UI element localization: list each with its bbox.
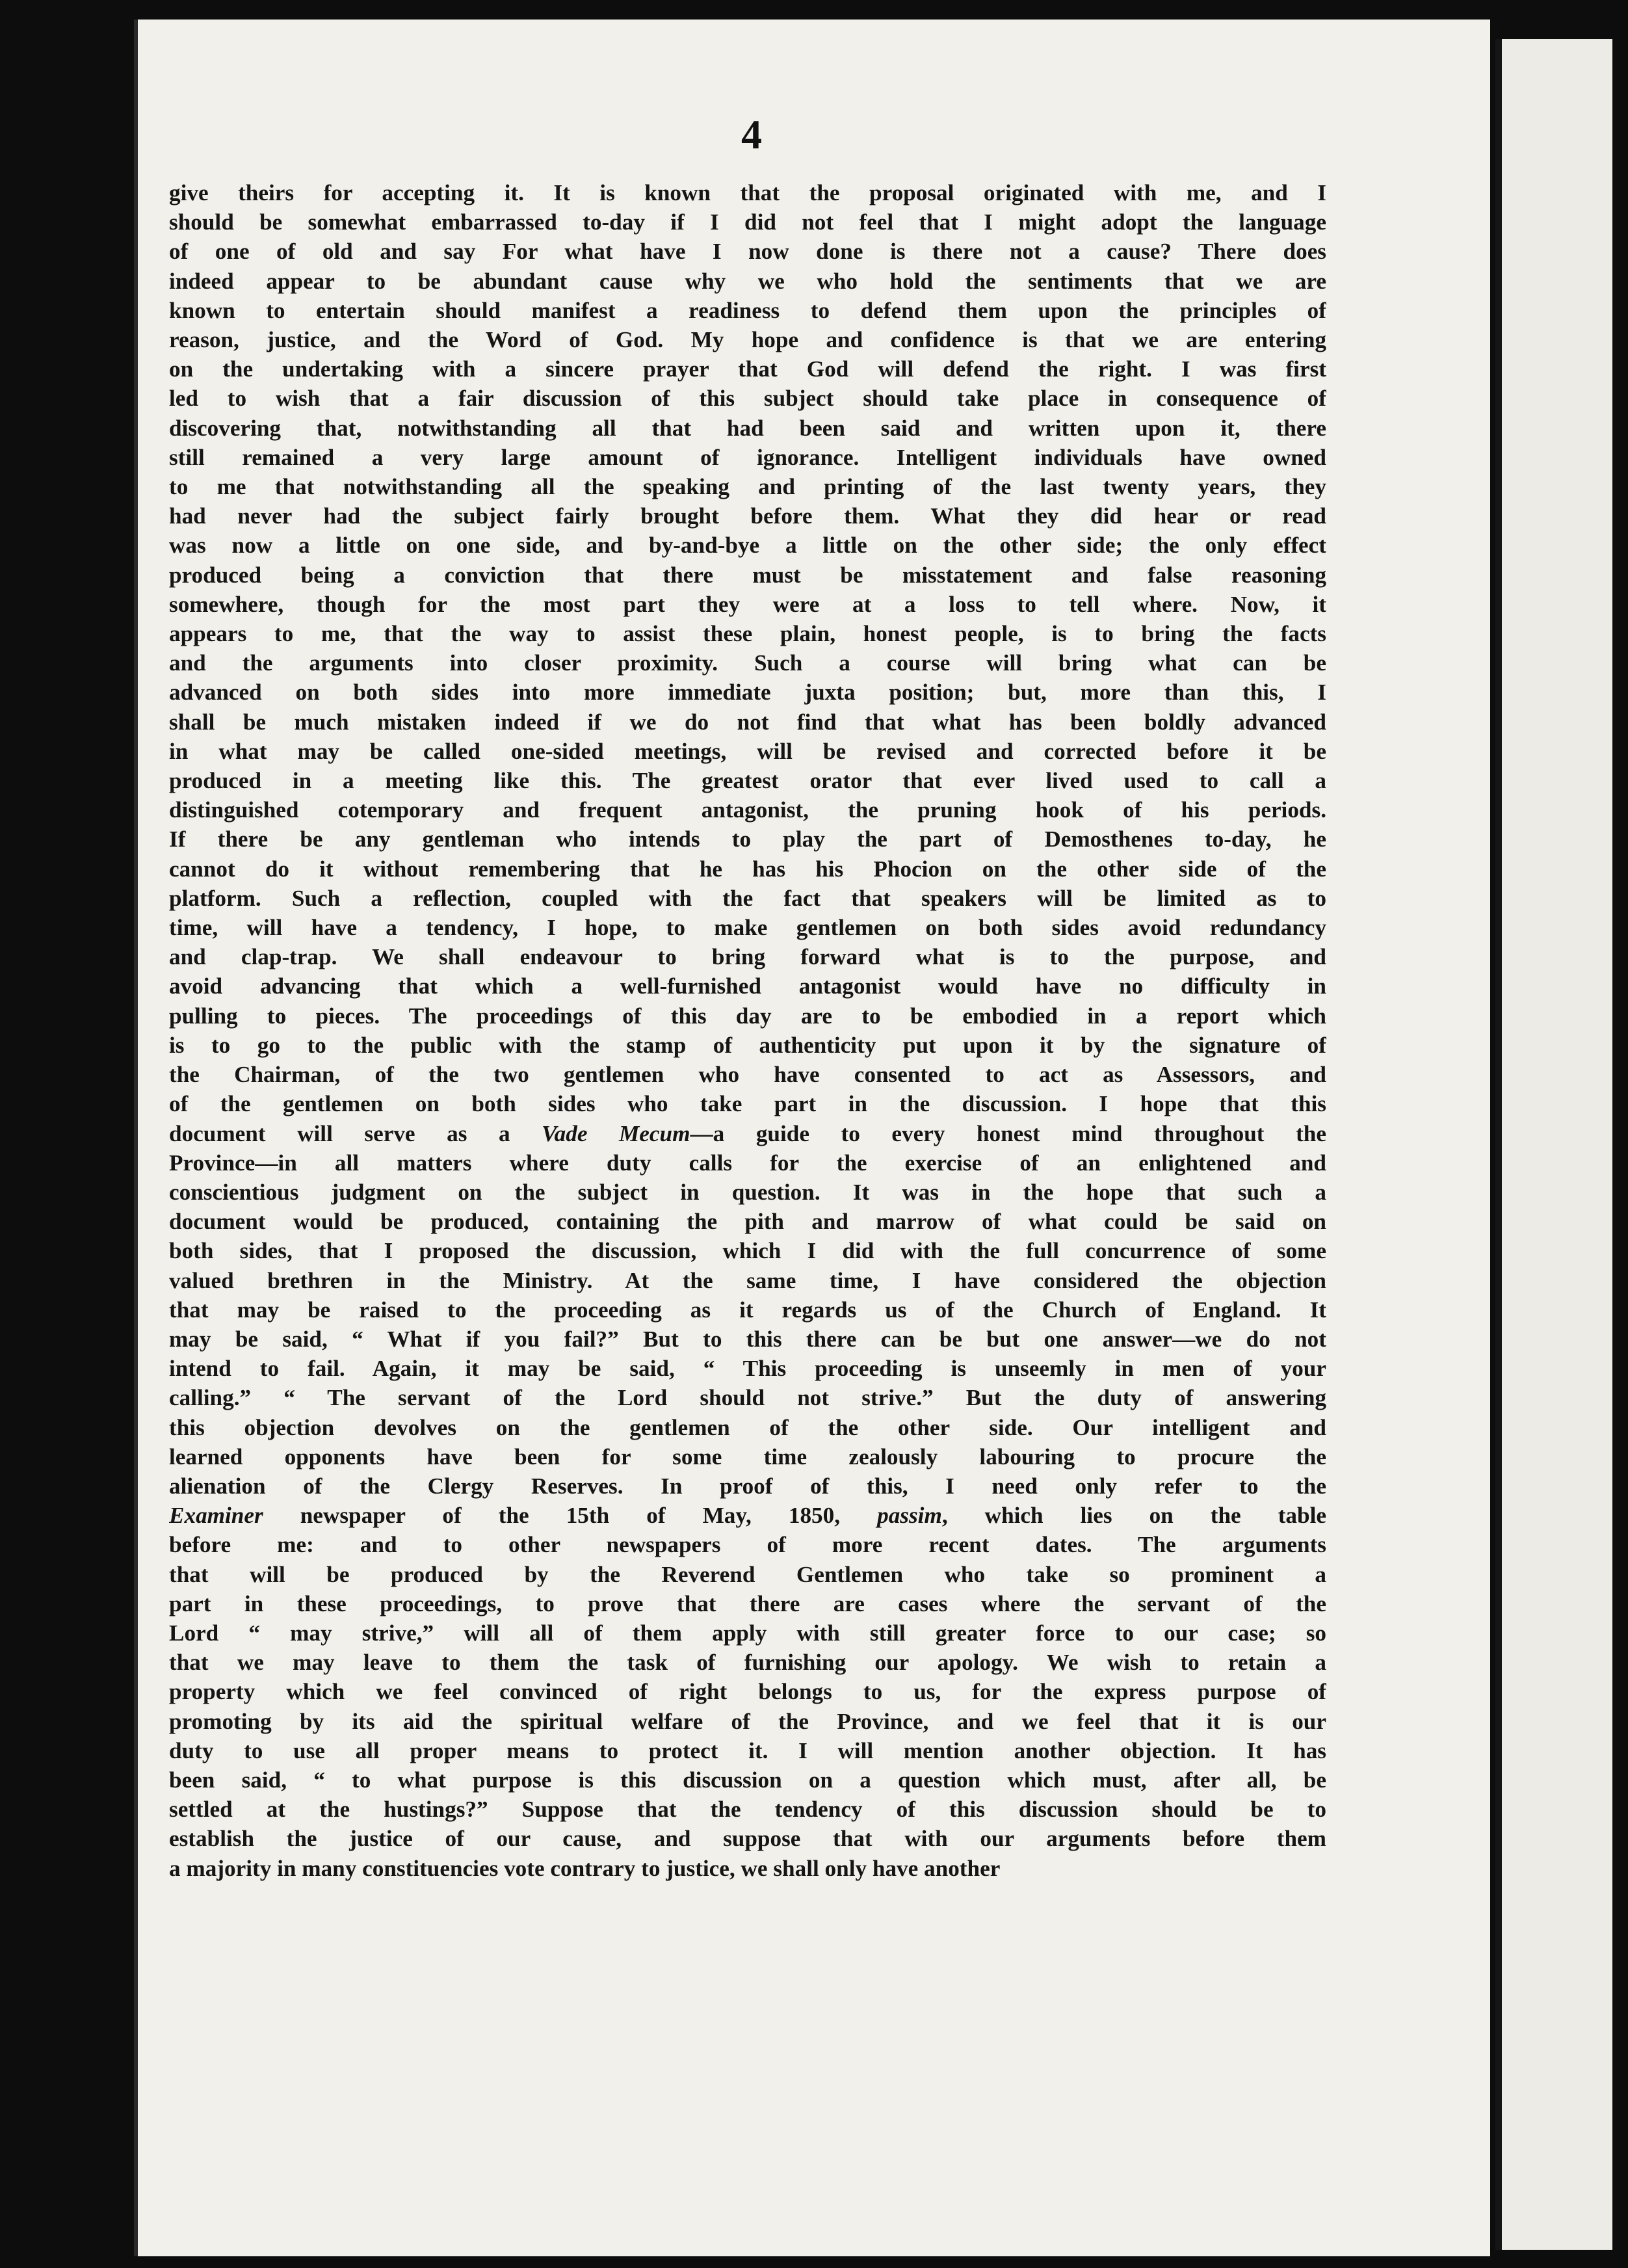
text-line: document will serve as a Vade Mecum—a guide to every honest mind throughout the (169, 1120, 1326, 1146)
text-line: indeed appear to be abundant cause why we who hold the sentiments that we are (169, 268, 1326, 294)
text-line: property which we feel convinced of right belongs to us, for the express purpose of (169, 1679, 1326, 1705)
text-line: cannot do it without remembering that he has his Phocion on the other side of the (169, 856, 1326, 882)
text-line: settled at the hustings?” Suppose that the tendency of this discussion should be to (169, 1797, 1326, 1823)
text-line: on the undertaking with a sincere prayer that God will defend the right. I was first (169, 356, 1326, 382)
text-line: Examiner newspaper of the 15th of May, 1850, passim, which lies on the table (169, 1503, 1326, 1529)
text-line: part in these proceedings, to prove that there are cases where the servant of the (169, 1590, 1326, 1616)
text-line: discovering that, notwithstanding all that had been said and written upon it, there (169, 415, 1326, 441)
text-line: the Chairman, of the two gentlemen who have consented to act as Assessors, and (169, 1062, 1326, 1088)
text-line: platform. Such a reflection, coupled with the fact that speakers will be limited as to (169, 885, 1326, 911)
text-line: to me that notwithstanding all the speaking and printing of the last twenty years, they (169, 474, 1326, 500)
adjacent-page-edge (1495, 39, 1612, 2250)
text-line: and the arguments into closer proximity. Such a course will bring what can be (169, 650, 1326, 676)
text-line: led to wish that a fair discussion of this subject should take place in consequence of (169, 386, 1326, 412)
text-line: produced being a conviction that there must be misstatement and false reasoning (169, 562, 1326, 588)
text-line: and clap-trap. We shall endeavour to bring forward what is to the purpose, and (169, 944, 1326, 970)
text-line: Lord “ may strive,” will all of them apply with still greater force to our case; so (169, 1620, 1326, 1646)
text-line: in what may be called one-sided meetings, will be revised and corrected before it be (169, 738, 1326, 764)
text-line: establish the justice of our cause, and suppose that with our arguments before them (169, 1826, 1326, 1852)
text-line: this objection devolves on the gentlemen of the other side. Our intelligent and (169, 1414, 1326, 1440)
text-line: was now a little on one side, and by-and-bye a little on the other side; the only effect (169, 533, 1326, 559)
text-line: learned opponents have been for some time zealously labouring to procure the (169, 1444, 1326, 1470)
text-line: valued brethren in the Ministry. At the same time, I have considered the objection (169, 1267, 1326, 1293)
text-line: intend to fail. Again, it may be said, “ This proceeding is unseemly in men of your (169, 1356, 1326, 1382)
text-line: somewhere, though for the most part they were at a loss to tell where. Now, it (169, 591, 1326, 617)
text-line: of the gentlemen on both sides who take part in the discussion. I hope that this (169, 1091, 1326, 1117)
text-line: a majority in many constituencies vote contrary to justice, we shall only have another (169, 1855, 1001, 1881)
text-line: that may be raised to the proceeding as it regards us of the Church of England. It (169, 1297, 1326, 1323)
page-number: 4 (741, 111, 762, 157)
text-line: both sides, that I proposed the discussion, which I did with the full concurrence of some (169, 1238, 1326, 1264)
text-line: alienation of the Clergy Reserves. In proof of this, I need only refer to the (169, 1473, 1326, 1499)
text-line: still remained a very large amount of ignorance. Intelligent individuals have owned (169, 444, 1326, 470)
text-line: advanced on both sides into more immediate juxta position; but, more than this, I (169, 679, 1326, 705)
text-line: Province—in all matters where duty calls for the exercise of an enlightened and (169, 1150, 1326, 1176)
text-line: that will be produced by the Reverend Gentlemen who take so prominent a (169, 1561, 1326, 1587)
text-line: If there be any gentleman who intends to play the part of Demosthenes to-day, he (169, 826, 1326, 852)
text-line: of one of old and say For what have I now done is there not a cause? There does (169, 239, 1326, 265)
text-line: avoid advancing that which a well-furnished antagonist would have no difficulty in (169, 973, 1326, 999)
text-line: is to go to the public with the stamp of authenticity put upon it by the signature of (169, 1032, 1326, 1058)
text-line: should be somewhat embarrassed to-day if I did not feel that I might adopt the language (169, 209, 1326, 235)
text-line: conscientious judgment on the subject in question. It was in the hope that such a (169, 1179, 1326, 1205)
text-line: that we may leave to them the task of furnishing our apology. We wish to retain a (169, 1650, 1326, 1676)
text-line: duty to use all proper means to protect it. I will mention another objection. It has (169, 1737, 1326, 1763)
text-line: distinguished cotemporary and frequent antagonist, the pruning hook of his periods. (169, 797, 1326, 823)
text-line: shall be much mistaken indeed if we do not find that what has been boldly advanced (169, 709, 1326, 735)
text-line: before me: and to other newspapers of more recent dates. The arguments (169, 1532, 1326, 1558)
text-line: produced in a meeting like this. The greatest orator that ever lived used to call a (169, 768, 1326, 794)
text-line: pulling to pieces. The proceedings of this day are to be embodied in a report which (169, 1003, 1326, 1029)
text-line: may be said, “ What if you fail?” But to this there can be but one answer—we do not (169, 1326, 1326, 1352)
text-line: known to entertain should manifest a readiness to defend them upon the principles of (169, 297, 1326, 323)
text-line: appears to me, that the way to assist these plain, honest people, is to bring the facts (169, 621, 1326, 647)
text-line: had never had the subject fairly brought before them. What they did hear or read (169, 503, 1326, 529)
text-line: time, will have a tendency, I hope, to make gentlemen on both sides avoid redundancy (169, 915, 1326, 941)
text-line: give theirs for accepting it. It is known that the proposal originated with me, and I (169, 180, 1326, 205)
text-line: been said, “ to what purpose is this discussion on a question which must, after all, be (169, 1767, 1326, 1793)
text-line: promoting by its aid the spiritual welfare of the Province, and we feel that it is our (169, 1708, 1326, 1734)
body-text (169, 178, 1326, 1883)
text-line: document would be produced, containing the pith and marrow of what could be said on (169, 1209, 1326, 1235)
text-line: reason, justice, and the Word of God. My hope and confidence is that we are entering (169, 327, 1326, 353)
text-line: calling.” “ The servant of the Lord should not strive.” But the duty of answering (169, 1385, 1326, 1411)
